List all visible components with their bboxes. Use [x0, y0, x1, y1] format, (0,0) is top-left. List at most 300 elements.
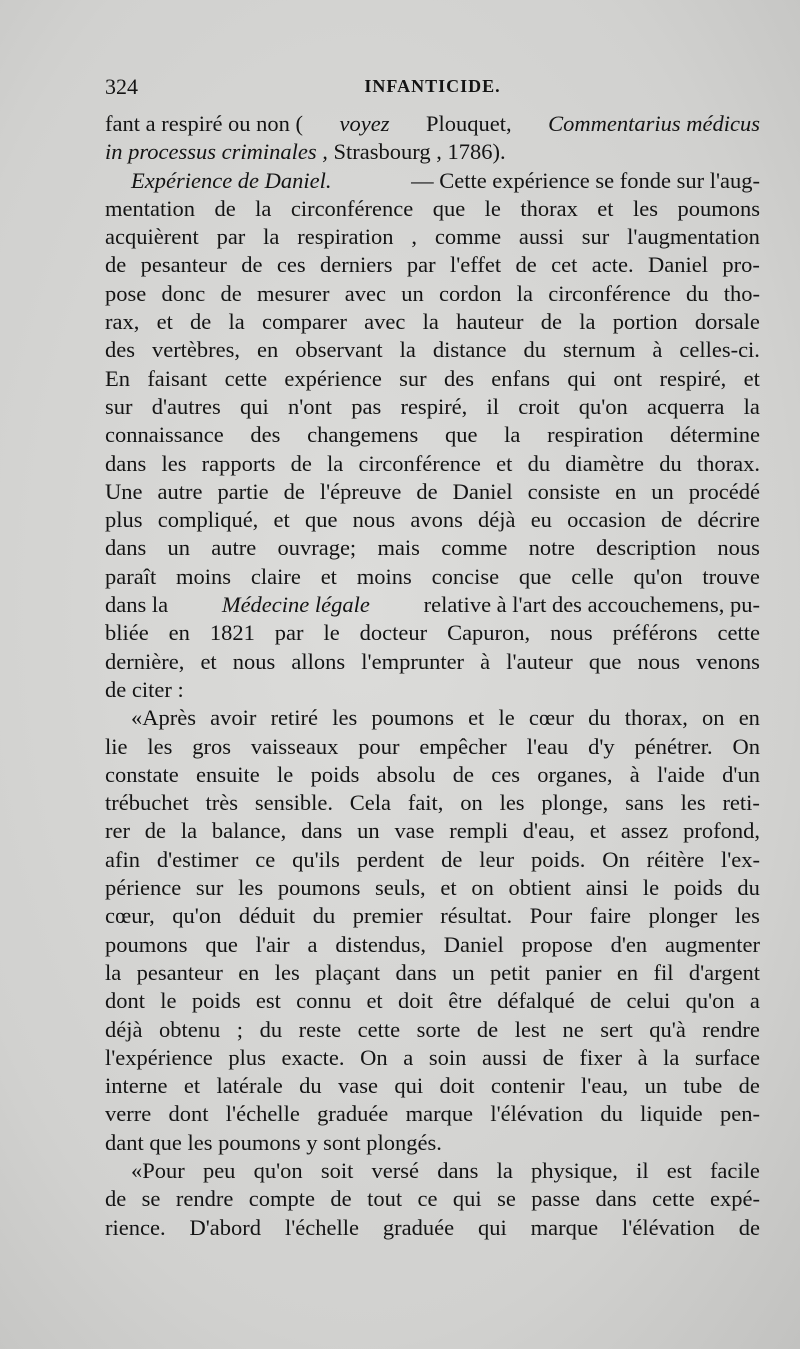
word: cœur — [528, 705, 574, 731]
word: concise — [431, 563, 500, 589]
word: donc — [161, 280, 206, 306]
word: de — [190, 309, 212, 335]
word: cette — [717, 620, 760, 646]
word: marque — [530, 1214, 599, 1240]
text-line — [105, 1072, 760, 1100]
word: d'y — [588, 733, 615, 759]
word: en — [168, 620, 190, 646]
word: rer — [105, 818, 130, 844]
word: dans — [301, 818, 343, 844]
word: obtient — [508, 875, 572, 901]
word: est — [666, 1157, 692, 1183]
word: par — [274, 620, 304, 646]
line-segment — [105, 308, 760, 336]
text-line — [105, 110, 760, 138]
word: premier — [352, 903, 423, 929]
word: leur — [479, 846, 515, 872]
word: occasion — [567, 507, 646, 533]
word: petit — [489, 959, 530, 985]
word: l'échelle — [225, 1101, 300, 1127]
word: changemens — [307, 422, 419, 448]
word: organes, — [537, 761, 613, 787]
line-segment — [105, 365, 760, 393]
word: l'épreuve — [319, 478, 402, 504]
line-segment-italic: in processus criminales , — [105, 139, 328, 165]
word: sur — [195, 875, 224, 901]
running-title: INFANTICIDE. — [364, 76, 501, 96]
word: avec — [344, 280, 386, 306]
word: contenir — [490, 1073, 565, 1099]
line-segment: dant que les poumons y sont plongés. — [105, 1129, 442, 1155]
word: l'air — [255, 931, 290, 957]
page-number: 324 — [105, 74, 138, 99]
line-segment — [105, 1072, 760, 1100]
word: par — [216, 224, 246, 250]
word: de — [416, 478, 438, 504]
word: ont — [613, 365, 643, 391]
word: paraît — [105, 563, 157, 589]
word: respiration — [547, 422, 644, 448]
text-line — [105, 931, 760, 959]
word: la — [263, 224, 280, 250]
word: que — [205, 931, 238, 957]
word: de — [283, 478, 305, 504]
word: assez — [620, 818, 669, 844]
word: hauteur — [456, 309, 524, 335]
word: distendus, — [335, 931, 426, 957]
line-segment — [105, 336, 760, 364]
word: respiré, — [659, 365, 727, 391]
word: qu'on — [253, 1157, 303, 1183]
word: la — [228, 309, 245, 335]
line-segment-italic: Médecine légale — [221, 592, 370, 618]
word: Une — [105, 478, 143, 504]
line-segment — [105, 733, 760, 761]
word: les — [332, 705, 358, 731]
word: un — [357, 818, 380, 844]
word: d'en — [610, 931, 648, 957]
word: peu — [202, 1157, 236, 1183]
word: soit — [320, 1157, 354, 1183]
word: acquièrent — [105, 224, 199, 250]
word: de — [105, 252, 127, 278]
word: rempli — [449, 818, 508, 844]
word: sur — [399, 365, 427, 391]
line-segment — [105, 987, 760, 1015]
word: poids. — [531, 846, 586, 872]
word: les — [274, 959, 300, 985]
word: cette — [357, 1016, 401, 1042]
word: faire — [589, 903, 632, 929]
word: la — [422, 309, 439, 335]
word: rax, — [105, 309, 140, 335]
word: l'échelle — [284, 1214, 359, 1240]
word: pour — [358, 733, 400, 759]
word: tout — [367, 1186, 403, 1212]
word: on — [702, 705, 725, 731]
word: On — [360, 1044, 388, 1070]
word: les — [633, 195, 658, 221]
word: comparer — [261, 309, 347, 335]
word: l'élévation — [622, 1214, 715, 1240]
word: trébuchet — [105, 790, 189, 816]
word: la — [496, 1157, 513, 1183]
word: dans — [437, 1157, 479, 1183]
word: expérience — [284, 365, 382, 391]
word: ouvrage; — [277, 535, 357, 561]
word: du — [259, 1016, 283, 1042]
word: d'autres — [151, 393, 221, 419]
text-line — [105, 450, 760, 478]
word: de — [144, 818, 167, 844]
word: sorte — [416, 1016, 461, 1042]
word: les — [499, 790, 525, 816]
word: se — [497, 1186, 516, 1212]
word: fixer — [579, 1044, 622, 1070]
line-segment — [105, 478, 760, 506]
word: en — [238, 959, 260, 985]
word: connu — [296, 988, 352, 1014]
text-line — [105, 874, 760, 902]
word: doit — [397, 988, 433, 1014]
word: autre — [157, 478, 203, 504]
word: On — [602, 846, 630, 872]
text-line — [105, 167, 760, 195]
word: thorax, — [624, 705, 688, 731]
word: la — [327, 450, 344, 476]
text-line — [105, 1157, 760, 1185]
word: décrire — [697, 507, 760, 533]
word: l'élévation — [490, 1101, 584, 1127]
word: comme — [441, 535, 508, 561]
word: être — [448, 988, 482, 1014]
word: pen- — [719, 1101, 760, 1127]
word: liquide — [640, 1101, 703, 1127]
text-line — [105, 365, 760, 393]
word: ainsi — [585, 875, 629, 901]
line-segment — [105, 534, 760, 562]
word: de — [515, 252, 537, 278]
text-line — [105, 138, 760, 166]
line-segment — [105, 931, 760, 959]
text-line — [105, 1016, 760, 1044]
word: on — [460, 790, 483, 816]
word: de — [214, 195, 236, 221]
word: Cela — [349, 790, 392, 816]
word: tube — [683, 1073, 723, 1099]
word: passe — [531, 1186, 581, 1212]
word: dans — [595, 1186, 637, 1212]
word: de — [241, 252, 263, 278]
word: n'ont — [287, 393, 333, 419]
word: qu'on — [685, 988, 735, 1014]
word: l'expérience — [105, 1044, 213, 1070]
word: mentation — [105, 195, 195, 221]
text-line — [105, 1214, 760, 1242]
word: que — [588, 648, 622, 674]
word: celles-ci. — [679, 337, 760, 363]
word: dans — [105, 450, 147, 476]
word: autre — [211, 535, 257, 561]
word: tho- — [723, 280, 760, 306]
word: moins — [356, 563, 412, 589]
word: que — [444, 422, 478, 448]
word: pose — [105, 280, 147, 306]
word: rendre — [175, 1186, 234, 1212]
word: du — [312, 903, 336, 929]
line-segment — [105, 619, 760, 647]
word: nous — [352, 507, 396, 533]
line-segment — [105, 789, 760, 817]
line-segment — [105, 1185, 760, 1213]
word: en — [615, 478, 637, 504]
word: de — [452, 761, 474, 787]
word: de — [330, 1186, 352, 1212]
line-segment — [105, 1214, 760, 1242]
word: dorsale — [694, 309, 760, 335]
word: Daniel — [648, 252, 708, 278]
text-line — [105, 478, 760, 506]
word: aussi — [482, 1044, 527, 1070]
word: déjà — [478, 507, 516, 533]
word: venons — [696, 648, 760, 674]
word: que — [518, 563, 552, 589]
line-segment — [105, 1044, 760, 1072]
section-heading: Expérience de Daniel. — [131, 167, 332, 193]
word: d'estimer — [156, 846, 239, 872]
word: faisant — [147, 365, 208, 391]
word: qu'on — [172, 903, 222, 929]
word: plus — [228, 1044, 266, 1070]
word: le — [642, 875, 660, 901]
word: Daniel — [443, 931, 504, 957]
word: bliée — [105, 620, 149, 646]
word: consiste — [527, 478, 601, 504]
line-segment — [131, 1157, 760, 1185]
word: propose — [521, 931, 593, 957]
word: défalqué — [497, 988, 575, 1014]
text-line — [105, 251, 760, 279]
word: exacte. — [281, 1044, 345, 1070]
word: acquerra — [646, 393, 725, 419]
line-segment — [105, 421, 760, 449]
word: avons — [410, 507, 463, 533]
text-line — [105, 591, 760, 619]
word: thorax. — [696, 450, 760, 476]
word: allons — [291, 648, 346, 674]
text-line — [105, 761, 760, 789]
word: vase — [337, 1073, 378, 1099]
word: des — [250, 422, 281, 448]
word: l'augmentation — [627, 224, 760, 250]
word: diamètre — [565, 450, 644, 476]
word: mesurer — [257, 280, 330, 306]
word: de — [738, 1073, 760, 1099]
word: et — [200, 648, 217, 674]
word: lest — [514, 1016, 546, 1042]
word: circonférence — [548, 280, 671, 306]
word: qui — [239, 393, 269, 419]
word: sur — [581, 224, 610, 250]
word: cœur, — [105, 903, 155, 929]
word: acte. — [591, 252, 634, 278]
word: D'abord — [189, 1214, 262, 1240]
word: à — [637, 1044, 648, 1070]
word: doit — [439, 1073, 475, 1099]
body-text — [105, 110, 760, 1242]
word: la — [579, 309, 596, 335]
word: un — [644, 1073, 668, 1099]
word: plus — [105, 507, 143, 533]
word: qui — [477, 1214, 507, 1240]
word: un — [167, 535, 190, 561]
word: empêcher — [419, 733, 507, 759]
word: très — [205, 790, 239, 816]
word: le — [277, 761, 294, 787]
word: Daniel — [452, 478, 513, 504]
word: en — [738, 705, 760, 731]
line-segment: fant a respiré ou non ( — [105, 111, 304, 136]
word: du — [527, 450, 551, 476]
word: celle — [571, 563, 614, 589]
text-line — [105, 676, 760, 704]
word: mais — [377, 535, 420, 561]
word: dans — [105, 535, 147, 561]
word: constate — [105, 761, 179, 787]
word: «Pour — [131, 1157, 185, 1183]
word: versé — [371, 1157, 420, 1183]
word: perdent — [356, 846, 425, 872]
word: procédé — [688, 478, 760, 504]
text-line — [105, 619, 760, 647]
word: physique, — [531, 1157, 618, 1183]
word: qui — [567, 365, 597, 391]
word: le — [498, 705, 515, 731]
word: les — [147, 733, 173, 759]
word: le — [160, 988, 177, 1014]
line-segment — [105, 393, 760, 421]
text-line — [105, 704, 760, 732]
word: a — [403, 1044, 414, 1070]
word: à — [629, 761, 640, 787]
word: latérale — [216, 1073, 283, 1099]
word: compte — [248, 1186, 315, 1212]
word: l'eau, — [581, 1073, 629, 1099]
word: circonférence — [290, 195, 414, 221]
word: la — [180, 818, 198, 844]
word: en — [616, 959, 639, 985]
word: verre — [105, 1101, 152, 1127]
word: par — [406, 252, 436, 278]
line-segment — [105, 195, 760, 223]
text-line — [105, 336, 760, 364]
word: trouve — [702, 563, 760, 589]
word: pesanteur — [136, 959, 223, 985]
word: les — [161, 450, 187, 476]
line-segment: Plouquet, — [426, 111, 512, 136]
word: poids — [673, 875, 723, 901]
word: d'argent — [688, 959, 760, 985]
word: sert — [600, 1016, 633, 1042]
word: sternum — [562, 337, 636, 363]
word: rapports — [201, 450, 276, 476]
word: de — [476, 1016, 499, 1042]
word: respiré, — [400, 393, 468, 419]
word: reste — [298, 1016, 342, 1042]
word: description — [596, 535, 697, 561]
line-segment — [105, 280, 760, 308]
word: eu — [530, 507, 552, 533]
word: seuls, — [375, 875, 426, 901]
word: d'un — [722, 761, 760, 787]
word: de — [590, 988, 612, 1014]
text-line — [105, 1044, 760, 1072]
word: que — [432, 195, 466, 221]
word: sur — [105, 393, 133, 419]
word: qu'ils — [292, 846, 340, 872]
word: périence — [105, 875, 182, 901]
word: et — [440, 875, 457, 901]
word: panier — [545, 959, 602, 985]
word: Capuron, — [447, 620, 531, 646]
word: préférons — [612, 620, 698, 646]
line-segment: Strasbourg , 1786). — [333, 139, 506, 165]
word: nous — [550, 620, 593, 646]
word: de — [290, 450, 312, 476]
word: balance, — [211, 818, 287, 844]
word: on — [471, 875, 494, 901]
word: des — [105, 337, 135, 363]
word: et — [183, 1073, 201, 1099]
line-segment — [105, 846, 760, 874]
word: de — [542, 1044, 564, 1070]
word: en — [256, 337, 279, 363]
word: et — [468, 705, 485, 731]
word: derniers — [320, 252, 393, 278]
word: distance — [432, 337, 507, 363]
word: lie — [105, 733, 128, 759]
line-segment — [105, 1100, 760, 1128]
word: afin — [105, 846, 140, 872]
word: l'auteur — [506, 648, 573, 674]
word: portion — [612, 309, 678, 335]
word: la — [105, 959, 122, 985]
text-line — [105, 223, 760, 251]
word: cordon — [439, 280, 502, 306]
word: plonger — [648, 903, 718, 929]
word: qu'on — [578, 393, 628, 419]
word: l'emprunter — [361, 648, 465, 674]
word: profond, — [683, 818, 760, 844]
line-segment — [105, 817, 760, 845]
word: il — [636, 1157, 649, 1183]
word: à — [480, 648, 491, 674]
line-segment: de citer : — [105, 676, 184, 702]
word: ne — [562, 1016, 584, 1042]
word: à — [652, 337, 663, 363]
word: réitère — [646, 846, 705, 872]
word: la — [504, 422, 521, 448]
word: rendre — [702, 1016, 760, 1042]
word: respiration — [297, 224, 394, 250]
word: résultat. — [440, 903, 513, 929]
word: se — [141, 1186, 161, 1212]
word: graduée — [317, 1101, 389, 1127]
word: celui — [626, 988, 671, 1014]
word: du — [588, 705, 611, 731]
word: est — [255, 988, 281, 1014]
word: facile — [709, 1157, 760, 1183]
